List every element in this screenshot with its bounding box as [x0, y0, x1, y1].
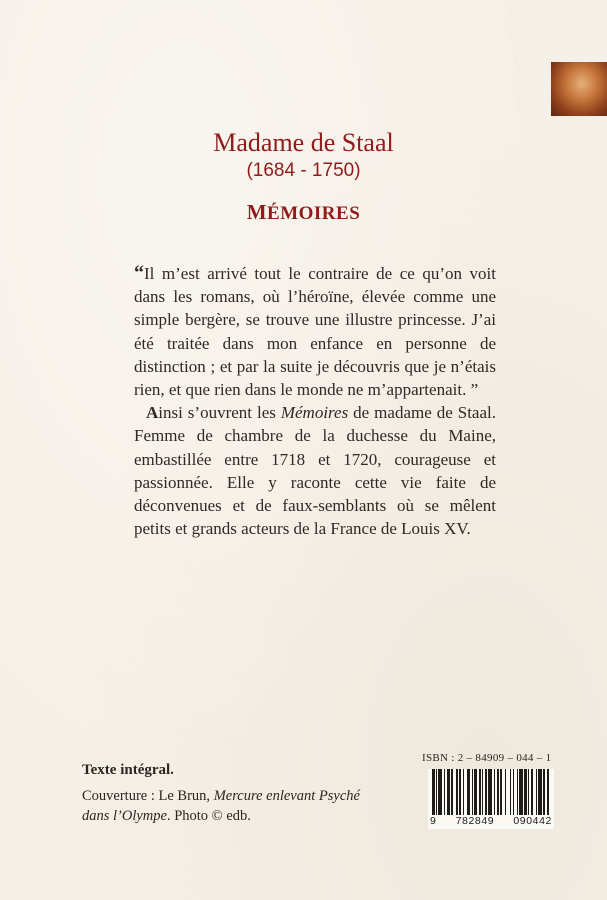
credits-suffix: . Photo © edb.: [166, 808, 251, 824]
open-quote-mark: “: [134, 262, 144, 284]
title-rest: ÉMOIRES: [267, 203, 361, 224]
barcode-digit-group2: 090442: [513, 815, 552, 827]
barcode-digits: [428, 815, 554, 827]
barcode-bars: [432, 769, 550, 815]
author-dates: (1684 - 1750): [246, 160, 361, 181]
summary-before: insi s’ouvrent les: [158, 403, 281, 423]
credits-artwork: Mercure enlevant Psyché dans l’Olympe: [82, 788, 360, 824]
barcode-space: [549, 769, 550, 815]
barcode-digit-group1: 782849: [455, 815, 495, 827]
cover-credits: [82, 786, 382, 826]
quote-text: Il m’est arrivé tout le contraire de ce qu’on voit dans les romans, où l’héroïne, élevée comme une simple bergère, se trouve une illustre princesse. J’ai été traitée dans mon enfance en personne de distinction ; et par la suite je découvris que je n’étais rien, et que rien dans le monde ne m’appartenait.: [134, 264, 496, 400]
blurb: [134, 262, 496, 540]
summary-italic-title: Mémoires: [280, 403, 349, 423]
summary-initial: A: [146, 403, 159, 423]
barcode: [428, 769, 554, 829]
isbn-number: ISBN : 2 – 84909 – 044 – 1: [422, 752, 552, 764]
barcode-digit-first: 9: [430, 815, 437, 827]
author-name: Madame de Staal: [213, 128, 394, 157]
unabridged-note: Texte intégral.: [82, 762, 174, 778]
close-quote-mark: ”: [466, 380, 479, 400]
cover-painting-thumbnail: [551, 62, 607, 116]
title-initial: M: [246, 200, 268, 224]
summary-after: de madame de Staal. Femme de chambre de la duchesse du Maine, embastillée entre 1718 et 1720, courageuse et passionnée. Elle y raconte cette vie faite de déconvenues et de faux-semblants où se mêlent petits et grands acteurs de la France de Louis XV.: [134, 403, 496, 539]
opening-quote: [134, 262, 496, 401]
book-title: [0, 200, 607, 225]
credits-prefix: Couverture : Le Brun,: [82, 788, 214, 804]
summary-paragraph: [134, 401, 496, 540]
